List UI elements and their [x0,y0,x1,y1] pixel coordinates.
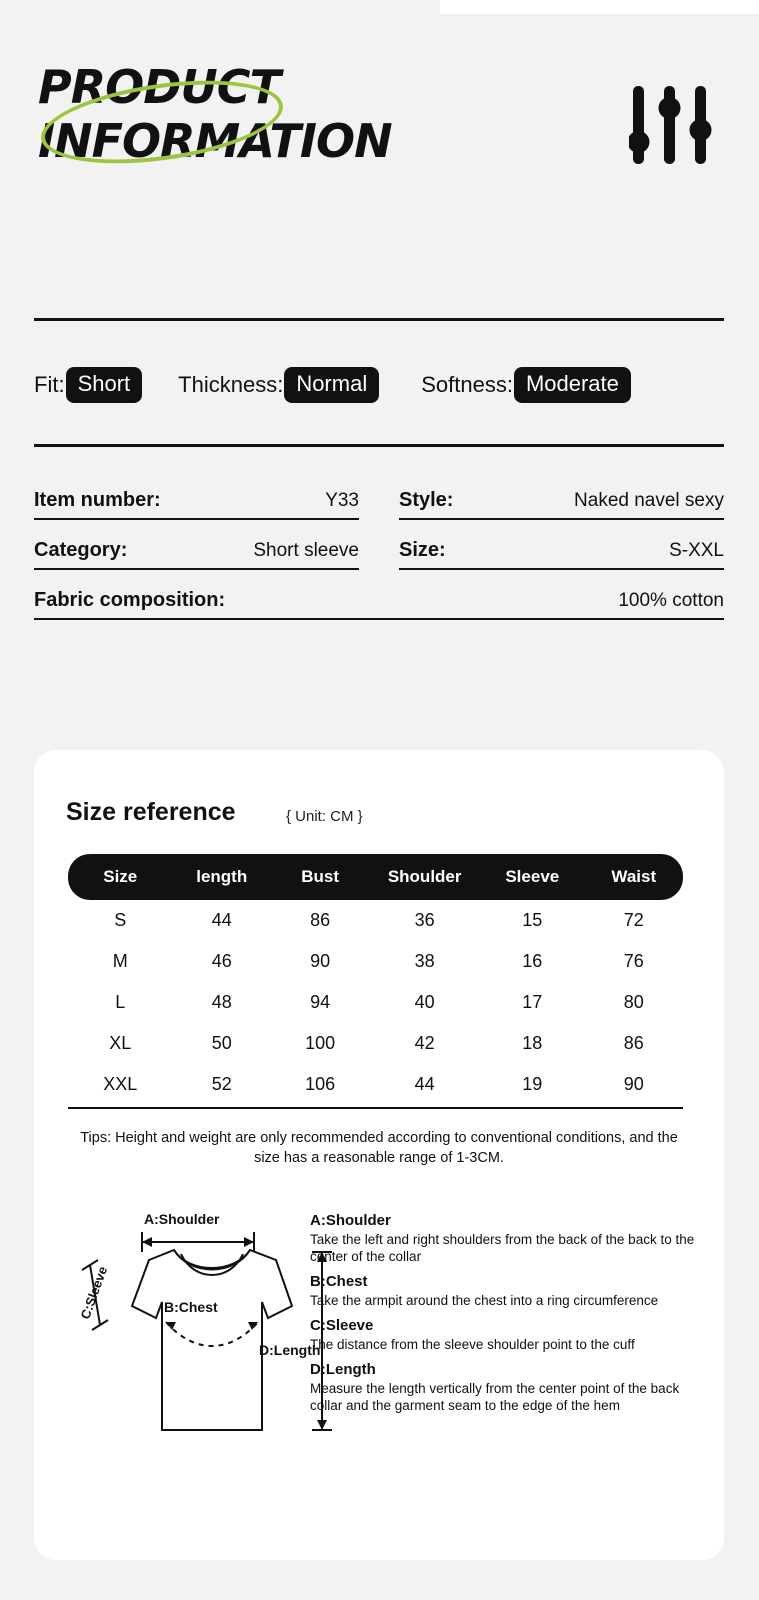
cell-bust: 90 [310,951,331,971]
attribute-fit [34,367,142,402]
cell-length: 50 [211,1033,232,1053]
cell-waist: 86 [623,1033,644,1053]
attribute-thickness-value: Normal [284,367,379,402]
cell-size: M [112,951,128,971]
cell-length: 52 [173,1064,271,1108]
cell-size: S [114,910,127,930]
size-table-col-bust: Bust [271,854,369,900]
page-title-line-2: INFORMATION [38,114,392,168]
cell-sleeve: 16 [522,951,543,971]
legend-item-length [310,1361,710,1414]
attribute-fit-label: Fit: [34,371,65,397]
spec-category-key: Category: [34,539,128,561]
table-row [68,900,683,941]
cell-shoulder: 38 [414,951,435,971]
cell-waist: 76 [623,951,644,971]
spec-row [34,570,724,620]
cell-shoulder: 44 [369,1064,480,1108]
legend-item-sleeve-title: C:Sleeve [310,1317,374,1334]
size-table-col-length: length [173,854,271,900]
cell-length: 46 [211,951,232,971]
svg-text:B:Chest: B:Chest [164,1299,218,1315]
spec-category [34,520,359,570]
legend-item-sleeve [310,1317,710,1353]
cell-bust: 94 [310,992,331,1012]
cell-size: L [115,992,126,1012]
spec-row [34,520,724,570]
spec-fabric-key: Fabric composition: [34,589,226,611]
diagram-label-length: D:Length [259,1342,321,1358]
specification-list [34,470,724,620]
attribute-thickness [178,367,379,402]
attribute-row [34,362,724,408]
page-title-line-1: PRODUCT [38,60,280,114]
table-row [68,1023,683,1064]
cell-waist: 72 [623,910,644,930]
divider-top [34,318,724,321]
legend-item-shoulder-desc: Take the left and right shoulders from the back of the back to the center of the collar [310,1232,695,1264]
cell-sleeve: 18 [522,1033,543,1053]
spec-style [399,470,724,520]
spec-item-number-key: Item number: [34,489,161,511]
table-row [68,1064,683,1108]
legend-item-length-desc: Measure the length vertically from the center point of the back collar and the garment seam to the edge of the hem [310,1381,680,1413]
size-reference-title: Size reference [66,798,236,826]
size-reference-card [34,750,724,1560]
spec-item-number-value: Y33 [325,490,359,511]
legend-item-shoulder [310,1212,710,1265]
cell-length: 44 [211,910,232,930]
legend-item-chest [310,1273,710,1309]
spec-style-value: Naked navel sexy [574,490,724,511]
cell-waist: 80 [623,992,644,1012]
cell-waist: 90 [585,1064,683,1108]
divider-bottom [34,444,724,447]
size-table-col-shoulder: Shoulder [369,854,480,900]
spec-size-key: Size: [399,539,446,561]
page-header [0,60,759,210]
attribute-softness [421,367,631,402]
cell-bust: 86 [310,910,331,930]
legend-item-chest-desc: Take the armpit around the chest into a ring circumference [310,1293,659,1308]
cell-sleeve: 17 [522,992,543,1012]
attribute-softness-value: Moderate [514,367,631,402]
size-table-header-row [68,854,683,900]
cell-sleeve: 19 [480,1064,585,1108]
size-table-col-waist: Waist [585,854,683,900]
spec-gap [359,470,399,520]
size-tips: Tips: Height and weight are only recommended according to conventional conditions, and the size has a reasonable range of 1-3CM. [80,1130,678,1166]
table-row [68,941,683,982]
spec-style-key: Style: [399,489,454,511]
spec-gap [359,520,399,570]
spec-item-number [34,470,359,520]
page-title [38,60,392,168]
attribute-fit-value: Short [66,367,143,402]
measurement-legend [310,1212,710,1422]
cell-size: XXL [68,1064,173,1108]
spec-size-value: S-XXL [669,540,724,561]
size-table [68,854,683,1109]
cell-length: 48 [211,992,232,1012]
table-row [68,982,683,1023]
legend-item-sleeve-desc: The distance from the sleeve shoulder point to the cuff [310,1337,635,1352]
size-table-col-sleeve: Sleeve [480,854,585,900]
top-white-strip [440,0,759,14]
spec-category-value: Short sleeve [253,540,359,561]
measurement-diagram [54,1182,354,1472]
cell-bust: 100 [305,1033,336,1053]
svg-text:A:Shoulder: A:Shoulder [144,1211,220,1227]
legend-item-shoulder-title: A:Shoulder [310,1212,391,1229]
legend-item-chest-title: B:Chest [310,1273,368,1290]
cell-size: XL [109,1033,132,1053]
spec-size [399,520,724,570]
size-table-col-size: Size [68,854,173,900]
spec-fabric [34,570,724,620]
attribute-thickness-label: Thickness: [178,371,284,397]
attribute-softness-label: Softness: [421,371,513,397]
size-reference-unit: { Unit: CM } [286,808,363,825]
svg-text:C:Sleeve: C:Sleeve [77,1264,111,1322]
cell-bust: 106 [271,1064,369,1108]
cell-shoulder: 36 [414,910,435,930]
cell-shoulder: 40 [414,992,435,1012]
sliders-icon [629,86,721,166]
spec-fabric-value: 100% cotton [618,590,724,611]
cell-sleeve: 15 [522,910,543,930]
cell-shoulder: 42 [414,1033,435,1053]
spec-row [34,470,724,520]
legend-item-length-title: D:Length [310,1361,376,1378]
